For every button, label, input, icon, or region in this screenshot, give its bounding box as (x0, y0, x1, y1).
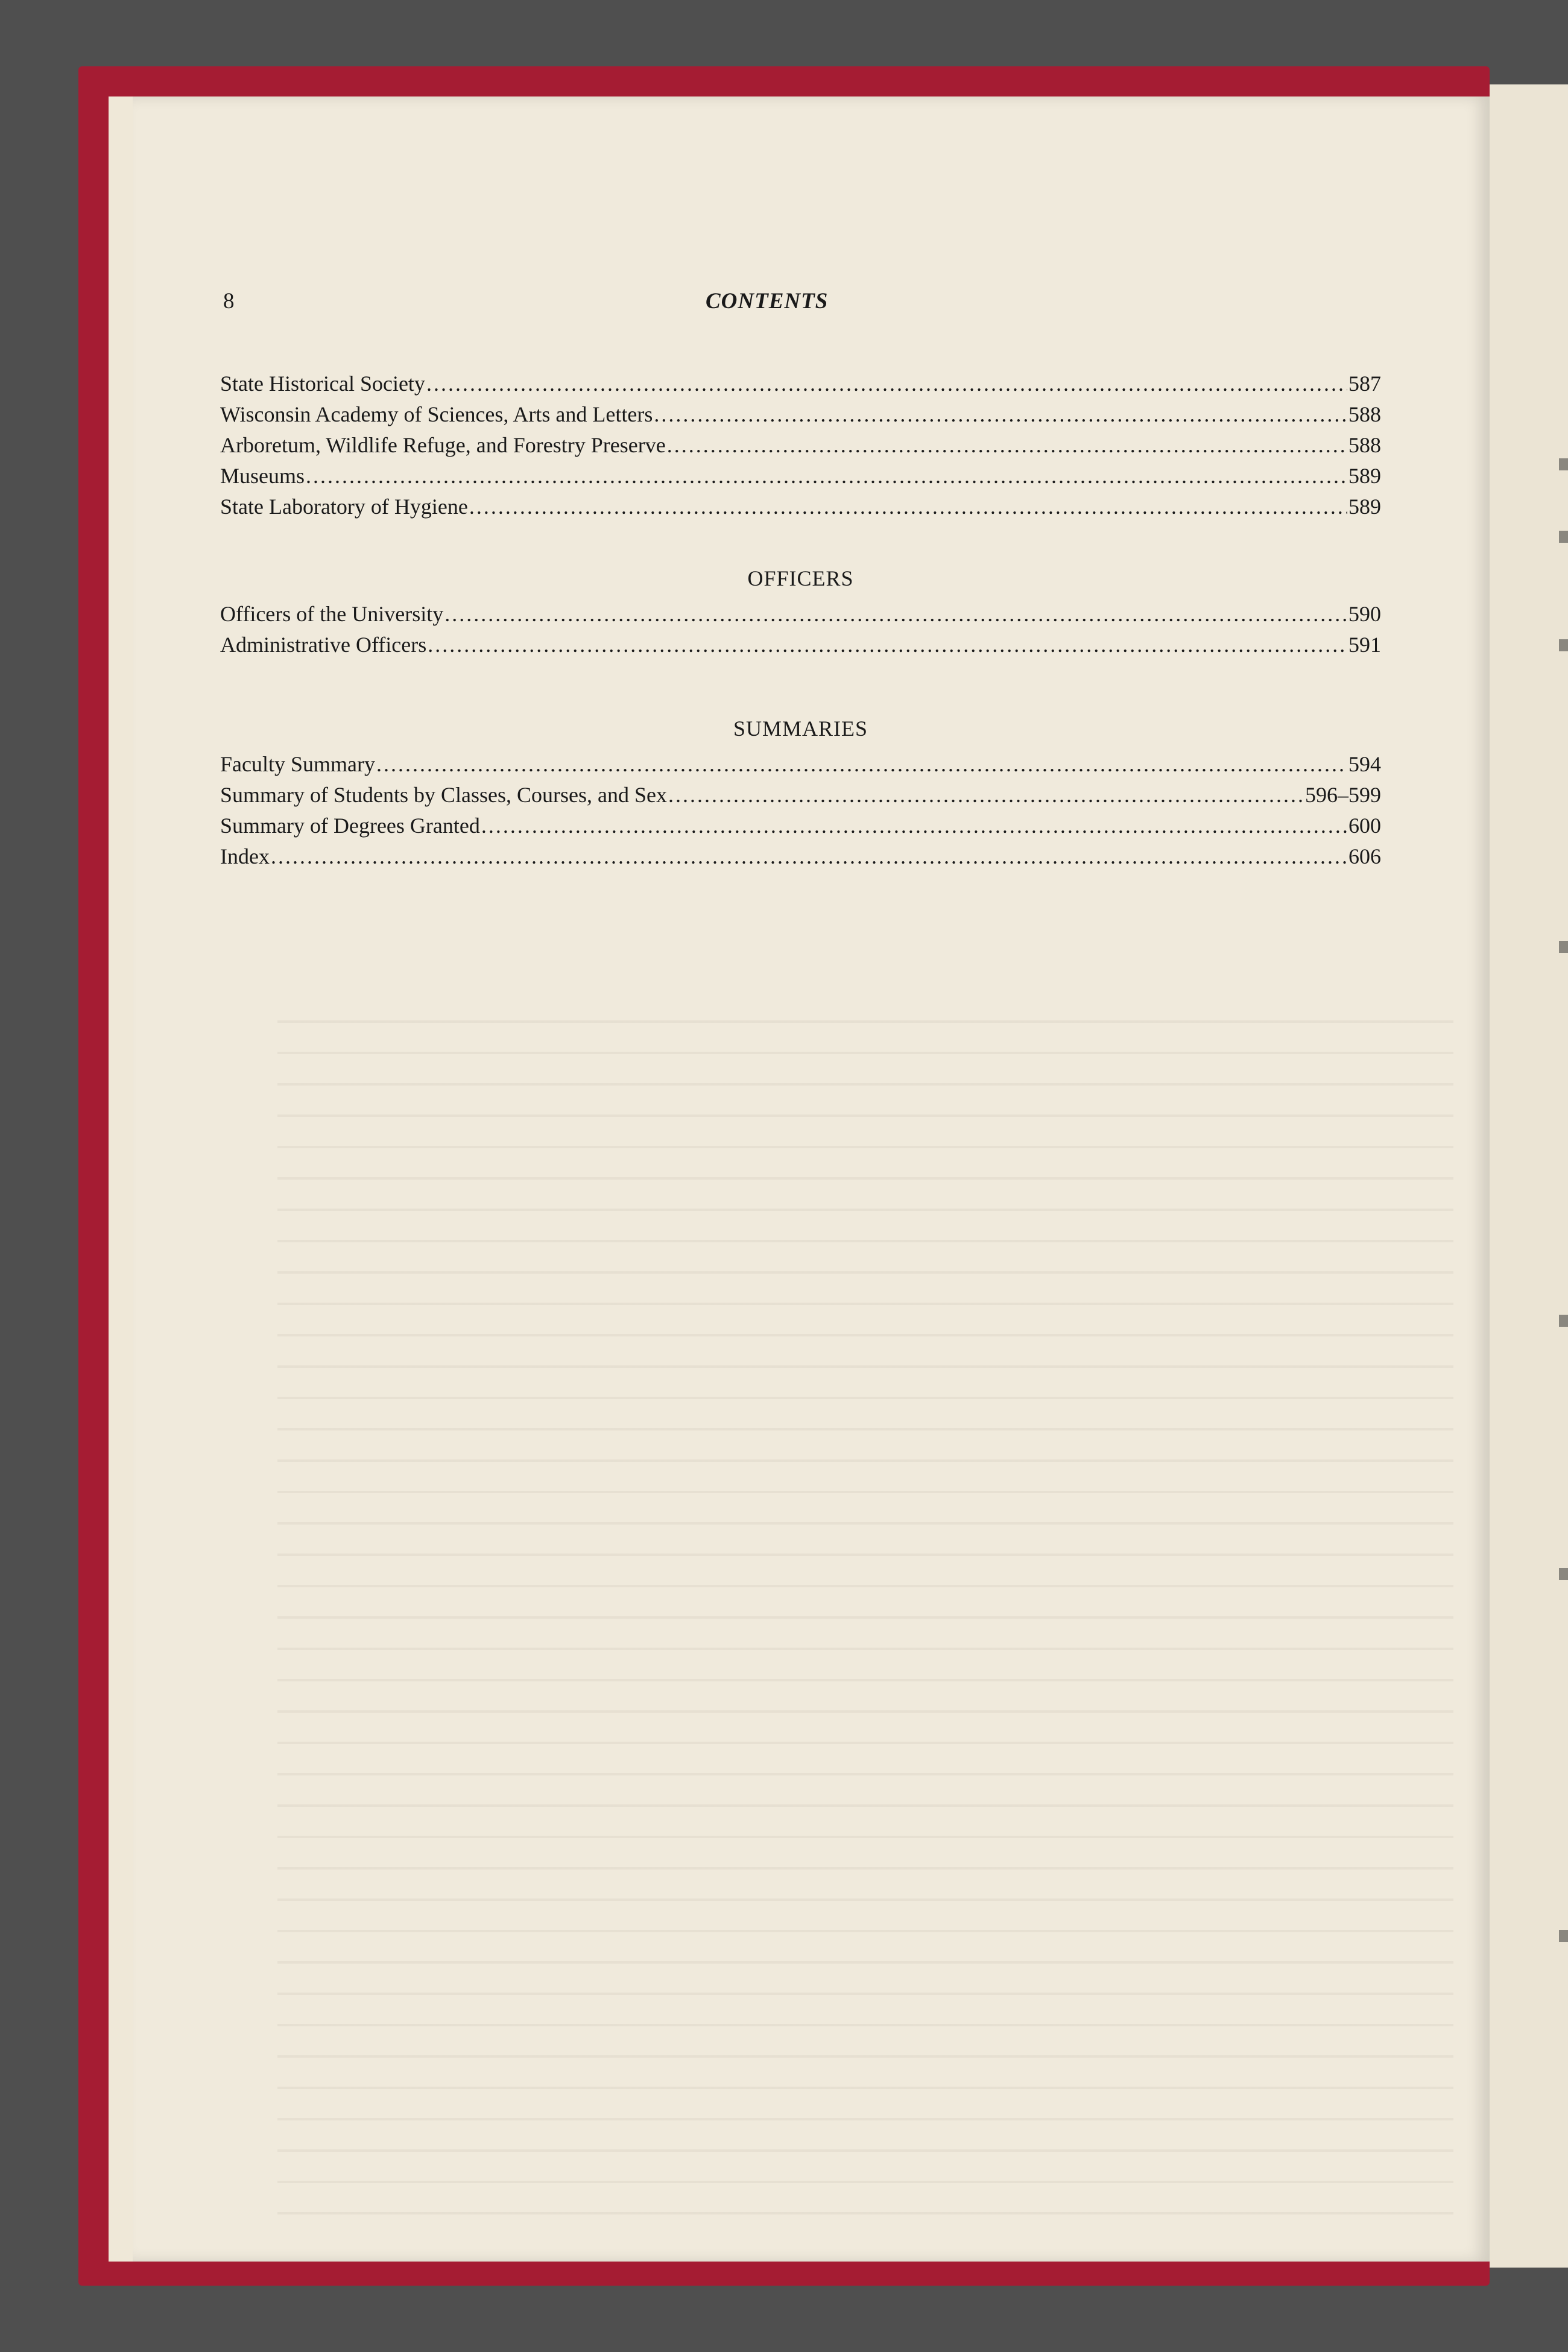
leader-dots (428, 632, 1347, 657)
leader-dots (668, 782, 1304, 808)
toc-entry (220, 371, 1381, 402)
leader-dots (667, 432, 1347, 458)
bleed-through-text (277, 1001, 1453, 2231)
section-heading: SUMMARIES (733, 716, 868, 741)
leader-dots (376, 751, 1347, 777)
toc-entry-page: 588 (1348, 433, 1381, 457)
toc-entry-label: Index (220, 844, 270, 868)
toc-section-institutions (220, 371, 1381, 525)
facing-page-text-fragment (1559, 639, 1568, 651)
toc-entry-label: Officers of the University (220, 602, 444, 626)
toc-entry (220, 782, 1381, 813)
leader-dots (306, 463, 1347, 488)
leader-dots (444, 601, 1347, 627)
leader-dots (481, 813, 1347, 838)
facing-page-text-fragment (1559, 941, 1568, 953)
toc-entry-page: 606 (1348, 844, 1381, 868)
page-number: 8 (223, 289, 235, 314)
leader-dots (426, 371, 1347, 396)
toc-entry-page: 596–599 (1305, 783, 1381, 807)
toc-entry (220, 632, 1381, 663)
section-heading: OFFICERS (747, 566, 854, 590)
facing-page-text-fragment (1559, 1568, 1568, 1580)
leader-dots (271, 844, 1347, 869)
toc-entry-label: Museums (220, 464, 305, 488)
toc-entry-page: 590 (1348, 602, 1381, 626)
facing-page-text-fragment (1559, 1315, 1568, 1327)
toc-entry (220, 463, 1381, 494)
contents-page (133, 96, 1490, 2262)
toc-entry-label: Summary of Degrees Granted (220, 814, 480, 838)
toc-entry-page: 600 (1348, 814, 1381, 838)
toc-entry (220, 813, 1381, 844)
toc-entry (220, 751, 1381, 782)
toc-entry (220, 432, 1381, 463)
toc-entry-page: 589 (1348, 464, 1381, 488)
toc-entry (220, 601, 1381, 632)
toc-entry-page: 589 (1348, 495, 1381, 519)
toc-entry-label: State Laboratory of Hygiene (220, 495, 468, 519)
leader-dots (469, 494, 1347, 519)
running-head-title: CONTENTS (706, 289, 829, 314)
toc-entry (220, 494, 1381, 525)
toc-entry-label: Administrative Officers (220, 633, 427, 657)
toc-entry-label: Faculty Summary (220, 752, 375, 776)
toc-entry-page: 591 (1348, 633, 1381, 657)
toc-entry-page: 587 (1348, 371, 1381, 396)
facing-page-text-fragment (1559, 458, 1568, 470)
toc-entry-label: Summary of Students by Classes, Courses, and Sex (220, 783, 667, 807)
toc-section-officers (220, 563, 1381, 663)
facing-page-text-fragment (1559, 1930, 1568, 1942)
toc-entry (220, 402, 1381, 432)
facing-page-edge (1490, 84, 1568, 2268)
toc-entry-page: 588 (1348, 402, 1381, 426)
page-edge-stack (109, 96, 133, 2262)
toc-section-summaries (220, 713, 1381, 874)
toc-entry-label: Arboretum, Wildlife Refuge, and Forestry Preserve (220, 433, 666, 457)
toc-entry-label: State Historical Society (220, 371, 425, 396)
facing-page-text-fragment (1559, 531, 1568, 543)
toc-entry (220, 844, 1381, 874)
toc-entry-label: Wisconsin Academy of Sciences, Arts and Letters (220, 402, 653, 426)
leader-dots (654, 402, 1347, 427)
toc-entry-page: 594 (1348, 752, 1381, 776)
